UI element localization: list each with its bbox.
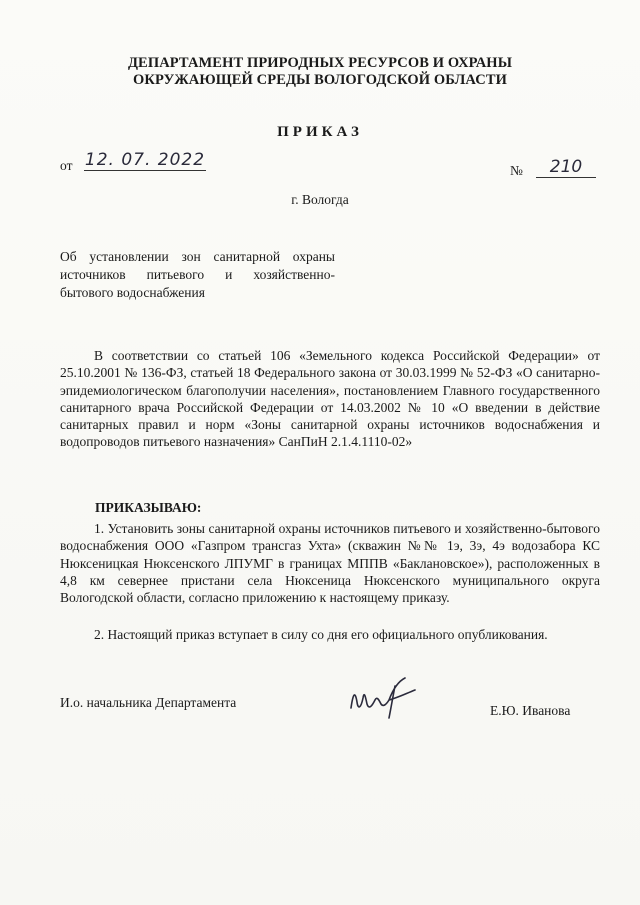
department-line-1: ДЕПАРТАМЕНТ ПРИРОДНЫХ РЕСУРСОВ И ОХРАНЫ [127,55,513,71]
preamble-paragraph [60,347,600,451]
number-value-handwritten: 210 [536,157,596,178]
city-line: г. Вологда [291,192,349,207]
decree-item-1 [60,520,600,606]
order-subject: Об установлении зон санитарной охраны источников питьевого и хозяйственно-бытового водоснабжения [60,249,335,300]
decree-item-2-text: 2. Настоящий приказ вступает в силу со дня его официального опубликования. [94,627,548,642]
decree-item-1-text: 1. Установить зоны санитарной охраны источников питьевого и хозяйственно-бытового водоснабжения ООО «Газпром трансгаз Ухта» (скважин №№ 1э, 3э, 4э водозабора КС Нюксеницкая Нюксенского ЛПУМГ в границах МППВ «Баклановское»), расположенных в 4,8 км севернее пристани села Нюксеница Нюксенского муниципального округа Вологодской области, согласно приложению к настоящему приказу. [60,521,600,606]
document-type-title: ПРИКАЗ [277,124,363,140]
order-number [510,157,600,183]
department-header [60,55,580,89]
date-prefix: от [60,158,73,173]
department-line-2: ОКРУЖАЮЩЕЙ СРЕДЫ ВОЛОГОДСКОЙ ОБЛАСТИ [133,72,507,88]
signatory-role: И.о. начальника Департамента [60,695,237,710]
handwritten-signature [345,672,425,722]
date-value-handwritten: 12. 07. 2022 [84,150,206,170]
number-prefix: № [510,163,523,178]
decree-label: ПРИКАЗЫВАЮ: [95,500,202,515]
preamble-text: В соответствии со статьей 106 «Земельного кодекса Российской Федерации» от 25.10.2001 № 136-ФЗ, статьей 18 Федерального закона от 30.03.1999 № 52-ФЗ «О санитарно-эпидемиологическом благополучии населения», постановлением Главного государственного санитарного врача Российской Федерации от 14.03.2002 № 10 «О введении в действие санитарных правил и норм «Зоны санитарной охраны источников водоснабжения и водопроводов питьевого назначения» СанПиН 2.1.4.1110-02» [60,348,600,450]
decree-item-2 [60,626,600,643]
signatory-name: Е.Ю. Иванова [490,703,571,718]
order-date [60,150,210,176]
